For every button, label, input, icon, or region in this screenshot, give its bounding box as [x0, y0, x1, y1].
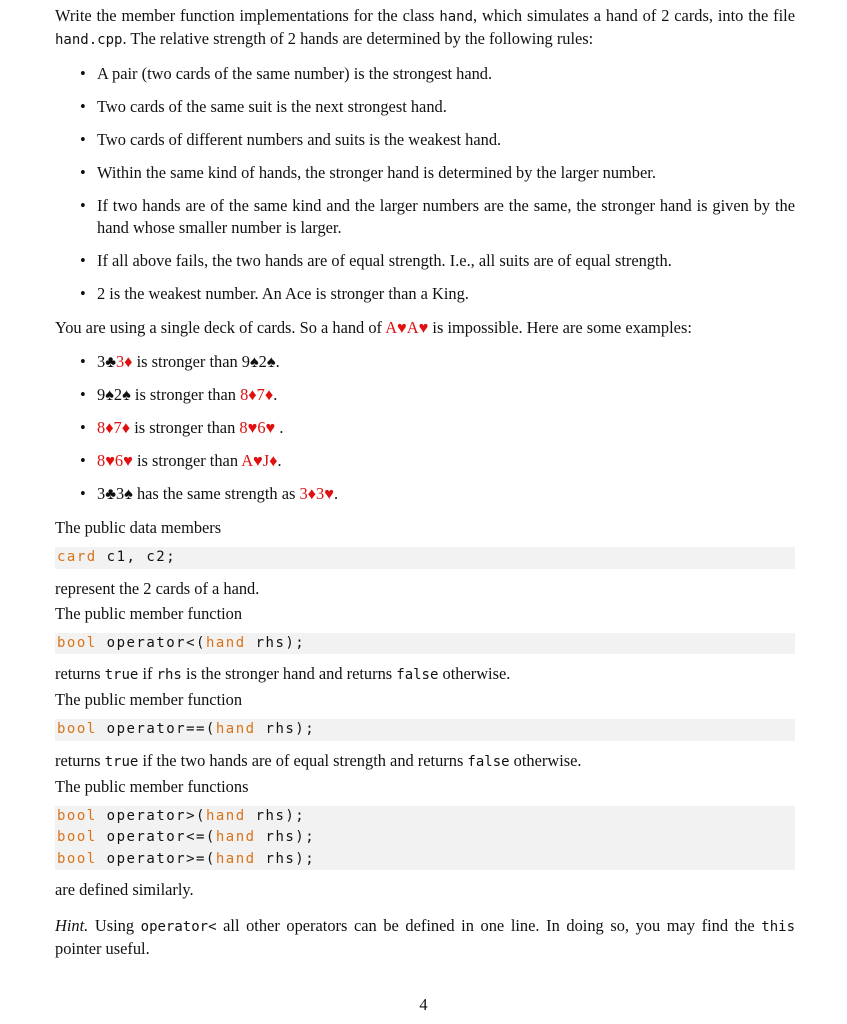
text-run: all other operators can be defined in one line. In doing so, you may find the [216, 916, 762, 935]
paragraph [55, 517, 795, 539]
text-run: is impossible. Here are some examples: [428, 318, 692, 337]
text-run: otherwise. [509, 750, 582, 770]
inline-code: rhs [156, 667, 182, 683]
bullet-icon: • [80, 385, 86, 404]
hint-paragraph [55, 915, 795, 960]
text-run: . [275, 418, 284, 437]
text-run: if the two hands are of equal strength and returns [138, 750, 468, 770]
text-run: 2 is the weakest number. An Ace is stronger than a King. [97, 284, 469, 303]
inline-code: false [396, 667, 439, 683]
text-run: . [277, 451, 282, 470]
text-run: pointer useful. [55, 939, 150, 958]
text-run: The public member function [55, 603, 243, 623]
text-run: are defined similarly. [55, 880, 194, 899]
code-line [57, 547, 793, 569]
code-keyword: bool [57, 721, 97, 737]
text-run: . The relative strength of 2 hands are determined by the following rules: [122, 29, 594, 48]
text-run: Within the same kind of hands, the stronger hand is determined by the larger number. [97, 163, 656, 182]
code-line [57, 849, 793, 871]
inline-code: hand [439, 9, 474, 25]
text-run: If all above fails, the two hands are of equal strength. I.e., all suits are of equal strength. [97, 251, 672, 270]
bullet-icon: • [80, 97, 86, 116]
inline-code: true [104, 667, 139, 683]
code-keyword: bool [57, 634, 97, 651]
text-run: rhs); [245, 807, 306, 824]
red-card-text: 8♥6♥ [239, 418, 276, 437]
bullet-icon: • [80, 451, 86, 470]
text-run: c1, c2; [96, 549, 177, 565]
text-run: 3♣3♠ has the same strength as [97, 484, 300, 503]
text-run: otherwise. [438, 664, 511, 683]
list-item [55, 384, 795, 406]
code-block [55, 719, 795, 741]
paragraph [55, 317, 795, 339]
code-keyword: hand [215, 829, 256, 845]
code-line [57, 633, 793, 655]
italic-label: Hint. [55, 916, 89, 935]
paragraph [55, 879, 795, 901]
text-run: is the stronger hand and returns [181, 664, 397, 683]
red-card-text: 3♦3♥ [299, 484, 334, 503]
list-item [55, 129, 795, 151]
bullet-icon: • [80, 163, 86, 182]
bullet-icon: • [80, 251, 86, 270]
red-card-text: A♥A♥ [385, 318, 429, 337]
text-run: 9♠2♠ is stronger than [97, 385, 241, 404]
document-body [55, 2, 795, 963]
bullet-list [55, 351, 795, 505]
text-run: rhs); [255, 829, 316, 845]
red-card-text: 8♦7♦ [240, 385, 274, 404]
list-item [55, 250, 795, 272]
text-run: A pair (two cards of the same number) is the strongest hand. [97, 64, 493, 83]
code-keyword: bool [57, 850, 97, 867]
text-run: , which simulates a hand of 2 cards, into the file [473, 6, 795, 25]
text-run: If two hands are of the same kind and the larger numbers are the same, the stronger hand is given by the hand whose smaller number is larger. [97, 196, 795, 237]
paragraph [55, 776, 795, 798]
text-run: is stronger than [132, 451, 242, 470]
text-run: operator<=( [96, 829, 216, 845]
list-item [55, 417, 795, 439]
code-block [55, 547, 795, 569]
list-item [55, 195, 795, 239]
code-line [57, 806, 793, 828]
paragraph [55, 603, 795, 625]
text-run: operator<( [96, 634, 206, 651]
bullet-icon: • [80, 130, 86, 149]
text-run: You are using a single deck of cards. So a hand of [55, 318, 386, 337]
text-run: Two cards of different numbers and suits is the weakest hand. [97, 130, 502, 149]
text-run: is stronger than 9♠2♠. [132, 352, 280, 371]
list-item [55, 483, 795, 505]
text-run: operator>=( [96, 850, 216, 867]
inline-code: false [467, 753, 510, 770]
red-card-text: 3♦ [115, 352, 133, 371]
red-card-text: A♥J♦ [241, 451, 278, 470]
bullet-icon: • [80, 484, 86, 503]
text-run: The public data members [55, 518, 222, 537]
paragraph [55, 578, 795, 600]
text-run: . [333, 484, 339, 503]
code-keyword: bool [57, 829, 97, 845]
inline-code: this [761, 919, 795, 935]
bullet-icon: • [80, 352, 86, 371]
code-line [57, 719, 793, 741]
text-run: rhs); [255, 850, 316, 867]
text-run: . [273, 385, 278, 404]
red-card-text: 8♥6♥ [97, 451, 133, 470]
code-keyword: hand [205, 634, 246, 651]
text-run: rhs); [245, 634, 306, 651]
list-item [55, 162, 795, 184]
paragraph [55, 689, 795, 711]
bullet-icon: • [80, 196, 86, 215]
text-run: rhs); [255, 721, 316, 737]
bullet-icon: • [80, 418, 86, 437]
code-block [55, 806, 795, 871]
list-item [55, 450, 795, 472]
inline-code: hand.cpp [55, 32, 123, 48]
text-run: if [138, 664, 157, 683]
code-line [57, 827, 793, 849]
text-run: is stronger than [130, 418, 240, 437]
bullet-list [55, 63, 795, 305]
text-run: operator==( [96, 721, 216, 737]
bullet-icon: • [80, 64, 86, 83]
list-item [55, 96, 795, 118]
text-run: Using [88, 916, 141, 935]
page-number: 4 [419, 995, 428, 1014]
text-run: Write the member function implementations for the class [55, 6, 440, 25]
text-run: The public member function [55, 690, 243, 709]
inline-code: true [104, 753, 139, 770]
paragraph [55, 750, 795, 773]
text-run: Two cards of the same suit is the next strongest hand. [97, 97, 447, 116]
bullet-icon: • [80, 284, 86, 303]
inline-code: operator< [140, 919, 217, 935]
text-run: returns [55, 664, 105, 683]
paragraph [55, 663, 795, 686]
text-run: The public member functions [55, 776, 249, 796]
red-card-text: 8♦7♦ [97, 418, 131, 437]
paragraph [55, 5, 795, 51]
code-keyword: hand [205, 807, 246, 824]
code-keyword: bool [57, 807, 97, 824]
code-block [55, 633, 795, 655]
text-run: returns [55, 750, 105, 770]
list-item [55, 63, 795, 85]
list-item [55, 351, 795, 373]
list-item [55, 283, 795, 305]
text-run: 3♣ [97, 352, 116, 371]
code-keyword: card [57, 549, 97, 565]
text-run: represent the 2 cards of a hand. [55, 578, 260, 598]
code-keyword: hand [215, 721, 256, 737]
code-keyword: hand [215, 850, 256, 867]
text-run: operator>( [96, 807, 206, 824]
